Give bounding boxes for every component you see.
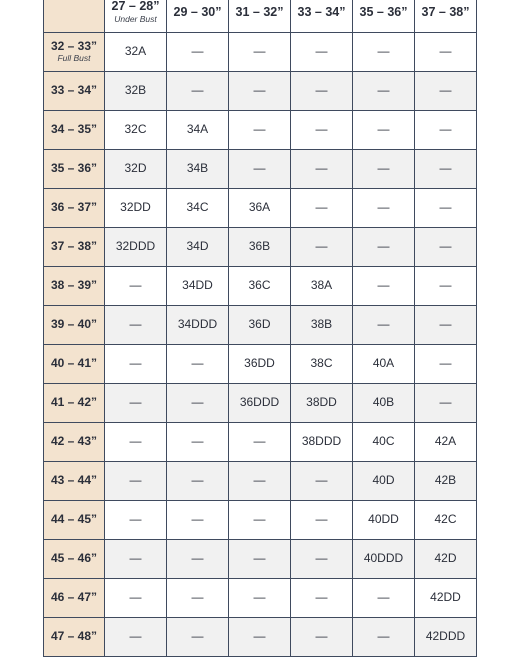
table-row [44, 33, 477, 72]
size-cell: — [167, 72, 229, 111]
size-cell: — [229, 462, 291, 501]
row-header-label: 38 – 39” [50, 278, 98, 293]
size-cell: 38C [291, 345, 353, 384]
size-cell: — [105, 384, 167, 423]
size-cell: 40C [353, 423, 415, 462]
table-row [44, 267, 477, 306]
size-cell: — [291, 618, 353, 657]
size-cell: — [105, 267, 167, 306]
table-row [44, 618, 477, 657]
size-cell: 36C [229, 267, 291, 306]
size-cell: 40D [353, 462, 415, 501]
col-header-under-bust-29-30 [167, 0, 229, 33]
size-cell: — [229, 33, 291, 72]
size-cell: — [291, 72, 353, 111]
chart-body [44, 33, 477, 657]
size-cell: — [291, 33, 353, 72]
col-header-under-bust-37-38 [415, 0, 477, 33]
row-header-label: 44 – 45” [50, 512, 98, 527]
size-cell: — [229, 618, 291, 657]
row-header-label: 34 – 35” [50, 122, 98, 137]
table-row [44, 423, 477, 462]
size-cell: — [353, 618, 415, 657]
size-cell: 40B [353, 384, 415, 423]
row-header-label: 32 – 33” [50, 39, 98, 54]
row-header-label: 36 – 37” [50, 200, 98, 215]
size-cell: 34D [167, 228, 229, 267]
row-header-full-bust [44, 618, 105, 657]
row-header-full-bust [44, 111, 105, 150]
row-header-label: 40 – 41” [50, 356, 98, 371]
table-row [44, 384, 477, 423]
row-header-full-bust [44, 189, 105, 228]
size-cell: — [167, 462, 229, 501]
row-header-full-bust [44, 423, 105, 462]
row-header-full-bust [44, 228, 105, 267]
size-cell: — [415, 189, 477, 228]
col-header-label: 37 – 38” [421, 4, 470, 19]
row-header-full-bust [44, 579, 105, 618]
table-row [44, 540, 477, 579]
size-cell: — [415, 150, 477, 189]
row-header-label: 45 – 46” [50, 551, 98, 566]
size-cell: 34DD [167, 267, 229, 306]
bra-size-chart [43, 0, 477, 657]
size-cell: 38B [291, 306, 353, 345]
row-header-label: 39 – 40” [50, 317, 98, 332]
size-cell: — [353, 33, 415, 72]
size-cell: — [353, 306, 415, 345]
row-header-full-bust [44, 306, 105, 345]
row-header-full-bust [44, 384, 105, 423]
size-cell: — [105, 540, 167, 579]
size-cell: — [167, 618, 229, 657]
row-header-label: 47 – 48” [50, 629, 98, 644]
size-cell: — [167, 540, 229, 579]
table-row [44, 501, 477, 540]
size-cell: 36DD [229, 345, 291, 384]
row-header-full-bust [44, 150, 105, 189]
size-cell: — [229, 540, 291, 579]
size-cell: 36DDD [229, 384, 291, 423]
size-cell: — [291, 579, 353, 618]
row-header-sub: Full Bust [57, 53, 91, 64]
col-header-label: 35 – 36” [359, 4, 408, 19]
row-header-full-bust [44, 501, 105, 540]
size-cell: — [167, 384, 229, 423]
size-cell: — [291, 228, 353, 267]
size-cell: — [229, 579, 291, 618]
size-cell: — [167, 423, 229, 462]
size-cell: — [167, 501, 229, 540]
size-cell: — [415, 306, 477, 345]
table-row [44, 345, 477, 384]
size-cell: 42DD [415, 579, 477, 618]
size-cell: — [353, 111, 415, 150]
row-header-label: 42 – 43” [50, 434, 98, 449]
size-cell: — [105, 345, 167, 384]
size-cell: — [229, 423, 291, 462]
size-cell: — [415, 33, 477, 72]
row-header-label: 43 – 44” [50, 473, 98, 488]
table-row [44, 306, 477, 345]
row-header-full-bust [44, 72, 105, 111]
size-cell: — [229, 150, 291, 189]
size-cell: — [415, 228, 477, 267]
size-cell: — [353, 189, 415, 228]
size-cell: — [229, 72, 291, 111]
size-cell: 32C [105, 111, 167, 150]
size-cell: 36A [229, 189, 291, 228]
size-cell: 32DDD [105, 228, 167, 267]
col-header-under-bust-31-32 [229, 0, 291, 33]
size-cell: — [353, 72, 415, 111]
size-cell: 38DD [291, 384, 353, 423]
size-cell: — [229, 501, 291, 540]
size-cell: — [415, 72, 477, 111]
size-cell: — [291, 462, 353, 501]
size-cell: 40DD [353, 501, 415, 540]
col-header-label: 33 – 34” [297, 4, 346, 19]
size-cell: 42D [415, 540, 477, 579]
row-header-label: 33 – 34” [50, 83, 98, 98]
size-cell: — [167, 345, 229, 384]
size-cell: — [105, 618, 167, 657]
size-cell: — [105, 306, 167, 345]
size-cell: — [167, 579, 229, 618]
row-header-full-bust [44, 33, 105, 72]
size-cell: 40A [353, 345, 415, 384]
size-cell: 32B [105, 72, 167, 111]
header-row [44, 0, 477, 33]
size-cell: — [353, 228, 415, 267]
table-row [44, 150, 477, 189]
size-cell: 36D [229, 306, 291, 345]
size-cell: — [105, 423, 167, 462]
col-header-label: 29 – 30” [173, 4, 222, 19]
col-header-under-bust-33-34 [291, 0, 353, 33]
size-cell: 36B [229, 228, 291, 267]
size-cell: 38DDD [291, 423, 353, 462]
size-cell: 34DDD [167, 306, 229, 345]
size-cell: — [353, 579, 415, 618]
size-cell: 42A [415, 423, 477, 462]
row-header-label: 37 – 38” [50, 239, 98, 254]
size-cell: — [229, 111, 291, 150]
col-header-label: 27 – 28” [111, 0, 160, 14]
row-header-label: 35 – 36” [50, 161, 98, 176]
size-cell: — [415, 384, 477, 423]
row-header-full-bust [44, 345, 105, 384]
size-cell: — [105, 579, 167, 618]
size-cell: — [415, 111, 477, 150]
size-cell: — [415, 345, 477, 384]
size-cell: — [105, 462, 167, 501]
size-cell: 42B [415, 462, 477, 501]
size-cell: 40DDD [353, 540, 415, 579]
row-header-label: 41 – 42” [50, 395, 98, 410]
size-cell: — [353, 267, 415, 306]
corner-cell [44, 0, 105, 33]
size-cell: 42DDD [415, 618, 477, 657]
size-cell: — [291, 189, 353, 228]
size-cell: 38A [291, 267, 353, 306]
size-cell: 32DD [105, 189, 167, 228]
row-header-full-bust [44, 540, 105, 579]
size-cell: 32A [105, 33, 167, 72]
col-header-sub: Under Bust [114, 14, 157, 25]
size-cell: — [353, 150, 415, 189]
size-cell: 32D [105, 150, 167, 189]
size-cell: — [105, 501, 167, 540]
table-row [44, 72, 477, 111]
size-cell: — [291, 501, 353, 540]
col-header-label: 31 – 32” [235, 4, 284, 19]
row-header-full-bust [44, 462, 105, 501]
table-row [44, 111, 477, 150]
col-header-under-bust-35-36 [353, 0, 415, 33]
size-cell: 34B [167, 150, 229, 189]
size-cell: — [291, 150, 353, 189]
size-cell: — [415, 267, 477, 306]
table-row [44, 579, 477, 618]
table-row [44, 228, 477, 267]
table-row [44, 462, 477, 501]
row-header-label: 46 – 47” [50, 590, 98, 605]
col-header-under-bust-27-28 [105, 0, 167, 33]
size-cell: — [167, 33, 229, 72]
size-cell: 34C [167, 189, 229, 228]
size-cell: — [291, 111, 353, 150]
size-cell: 34A [167, 111, 229, 150]
size-cell: 42C [415, 501, 477, 540]
table-row [44, 189, 477, 228]
row-header-full-bust [44, 267, 105, 306]
size-cell: — [291, 540, 353, 579]
